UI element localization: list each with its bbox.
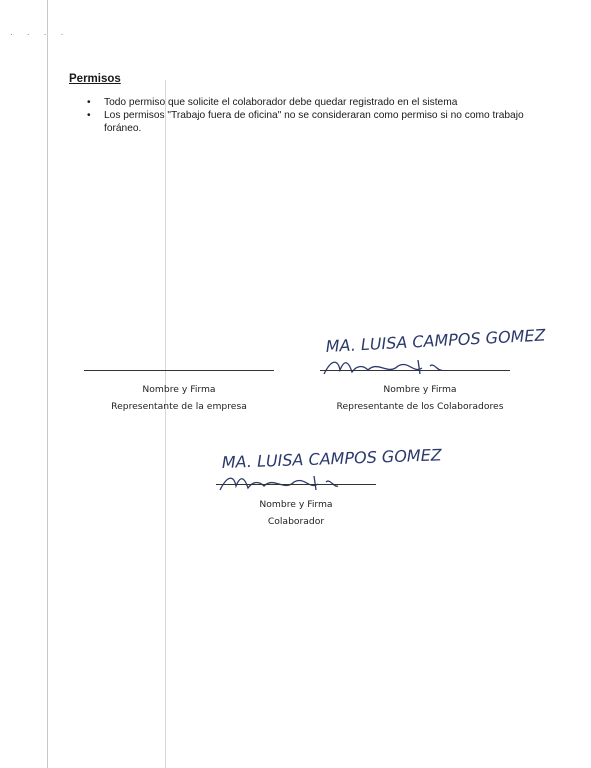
bullet-icon: •: [87, 110, 91, 121]
signature-line-representatives: [320, 370, 510, 371]
handwritten-signature-rep: [318, 325, 558, 380]
list-item: [87, 96, 527, 109]
signature-caption-representatives: [320, 381, 520, 415]
caption-name-firma: Nombre y Firma: [383, 384, 457, 395]
signature-caption-collaborator: [216, 496, 376, 530]
signature-caption-company: [74, 381, 284, 415]
svg-text:MA. LUISA CAMPOS GOMEZ: MA. LUISA CAMPOS GOMEZ: [221, 445, 443, 472]
bullet-text: Todo permiso que solicite el colaborador debe quedar registrado en el sistema: [104, 97, 458, 108]
section-title: Permisos: [69, 73, 121, 85]
caption-role: Colaborador: [267, 516, 325, 527]
caption-role: Representante de la empresa: [111, 401, 247, 412]
signature-line-collaborator: [216, 484, 376, 485]
list-item: [87, 109, 527, 135]
scan-specks: · · · ·: [10, 30, 70, 39]
scan-artifact-line: [47, 0, 48, 768]
signature-line-company: [84, 370, 274, 371]
bullet-icon: •: [87, 97, 91, 108]
bullet-text: Los permisos "Trabajo fuera de oficina" no se consideraran como permiso si no como trabajo foráneo.: [104, 110, 524, 134]
scan-artifact-line: [165, 80, 166, 768]
caption-name-firma: Nombre y Firma: [259, 499, 333, 510]
caption-role: Representante de los Colaboradores: [336, 401, 504, 412]
handwritten-signature-collaborator: [214, 446, 454, 496]
bullet-list: [87, 96, 527, 135]
caption-name-firma: Nombre y Firma: [142, 384, 216, 395]
svg-text:MA. LUISA CAMPOS GOMEZ: MA. LUISA CAMPOS GOMEZ: [325, 325, 546, 356]
